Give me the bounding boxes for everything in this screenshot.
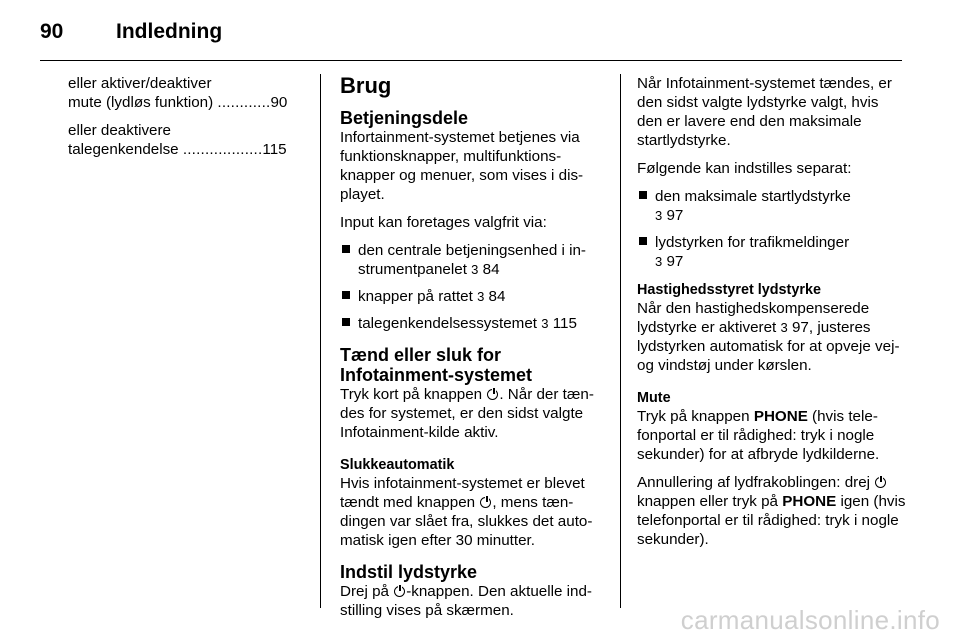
page-ref[interactable]: 84 bbox=[482, 261, 500, 278]
subheading-mute: Mute bbox=[637, 390, 671, 406]
toc-page: 90 bbox=[270, 94, 288, 111]
list-item: den centrale betjeningsenhed i in-strumentpanelet 3 84 bbox=[340, 241, 606, 279]
column-divider-2 bbox=[620, 74, 621, 608]
page-ref-arrow-icon: 3 bbox=[541, 316, 549, 331]
bullet-icon bbox=[342, 318, 350, 326]
paragraph: Når Infotainment-systemet tændes, er den sidst valgte lydstyrke valgt, hvis den er lavere end den maksimale startlydstyrke. bbox=[637, 75, 892, 149]
power-icon bbox=[487, 389, 498, 400]
bullet-icon bbox=[639, 191, 647, 199]
subheading-taend-sluk: Tænd eller sluk for Infotainment-systemet bbox=[340, 345, 533, 385]
subheading-betjeningsdele: Betjeningsdele bbox=[340, 108, 469, 128]
bullet-list bbox=[637, 187, 907, 271]
watermark: carmanualsonline.info bbox=[680, 605, 940, 635]
power-icon bbox=[480, 497, 491, 508]
bullet-icon bbox=[342, 245, 350, 253]
page-ref-arrow-icon: 3 bbox=[477, 289, 485, 304]
bullet-icon bbox=[342, 291, 350, 299]
toc-page: 115 bbox=[262, 141, 287, 158]
toc-line1: eller deaktivere bbox=[68, 122, 171, 139]
list-item: knapper på rattet 3 84 bbox=[340, 287, 606, 306]
page-ref-arrow-icon: 3 bbox=[471, 262, 479, 277]
list-item: den maksimale startlydstyrke 3 97 bbox=[637, 187, 907, 225]
phone-key-label: PHONE bbox=[753, 408, 808, 425]
subheading-hastighedsstyret: Hastighedsstyret lydstyrke bbox=[637, 282, 821, 298]
paragraph: Annullering af lydfrakoblingen: drej knappen eller tryk på PHONE igen (hvis telefonportal er til rådighed: tryk i nogle sekunder). bbox=[637, 474, 906, 548]
column-middle bbox=[340, 70, 606, 629]
subheading-slukkeautomatik: Slukkeautomatik bbox=[340, 457, 455, 473]
toc-entry[interactable] bbox=[68, 74, 304, 112]
power-icon bbox=[875, 477, 886, 488]
power-icon bbox=[394, 586, 405, 597]
page-ref[interactable]: 84 bbox=[488, 288, 506, 305]
page-ref-arrow-icon: 3 bbox=[780, 320, 788, 335]
section-heading-brug: Brug bbox=[340, 73, 392, 98]
column-right bbox=[637, 74, 907, 558]
paragraph: Følgende kan indstilles separat: bbox=[637, 160, 852, 177]
list-item: talegenkendelsessystemet 3 115 bbox=[340, 314, 606, 333]
paragraph: Tryk på knappen PHONE (hvis tele-fonportal er til rådighed: tryk i nogle sekunder) for at afbryde lydkilderne. bbox=[637, 408, 880, 463]
toc-leader: .................. bbox=[182, 141, 263, 158]
toc-line2: mute (lydløs funktion) bbox=[68, 94, 218, 111]
paragraph: Infortainment-systemet betjenes via funktionsknapper, multifunktions-knapper og menuer, som vises i dis-playet. bbox=[340, 129, 584, 203]
subheading-indstil-lydstyrke: Indstil lydstyrke bbox=[340, 562, 478, 582]
page-ref-arrow-icon: 3 bbox=[655, 208, 663, 223]
paragraph: Hvis infotainment-systemet er blevet tændt med knappen , mens tæn-dingen var slået fra, slukkes det auto-matisk igen efter 30 minutter. bbox=[340, 475, 593, 549]
page-number: 90 bbox=[40, 20, 64, 43]
bullet-list bbox=[340, 241, 606, 333]
toc-line1: eller aktiver/deaktiver bbox=[68, 75, 212, 92]
paragraph: Input kan foretages valgfrit via: bbox=[340, 214, 547, 231]
bullet-icon bbox=[639, 237, 647, 245]
page-ref-arrow-icon: 3 bbox=[655, 254, 663, 269]
column-divider-1 bbox=[320, 74, 321, 608]
page-ref[interactable]: 97 bbox=[666, 253, 684, 270]
paragraph: Når den hastighedskompenserede lydstyrke er aktiveret 3 97, justeres lydstyrken automatisk for at opveje vej- og vindstøj under kørslen. bbox=[637, 300, 900, 374]
page-header bbox=[0, 20, 960, 48]
page-ref[interactable]: 97 bbox=[666, 207, 684, 224]
page-title: Indledning bbox=[116, 20, 223, 43]
toc-line2: talegenkendelse bbox=[68, 141, 183, 158]
page-ref[interactable]: 115 bbox=[552, 315, 577, 332]
paragraph: Drej på -knappen. Den aktuelle ind-stilling vises på skærmen. bbox=[340, 583, 592, 619]
paragraph: Tryk kort på knappen . Når der tæn-des for systemet, er den sidst valgte Infotainment-kilde aktiv. bbox=[340, 386, 594, 441]
page-ref[interactable]: 97 bbox=[791, 319, 809, 336]
list-item: lydstyrken for trafikmeldinger 3 97 bbox=[637, 233, 907, 271]
toc-entry[interactable] bbox=[68, 121, 304, 159]
phone-key-label: PHONE bbox=[782, 493, 837, 510]
toc-leader: ............ bbox=[217, 94, 271, 111]
column-left bbox=[68, 74, 304, 168]
header-rule bbox=[40, 60, 902, 61]
